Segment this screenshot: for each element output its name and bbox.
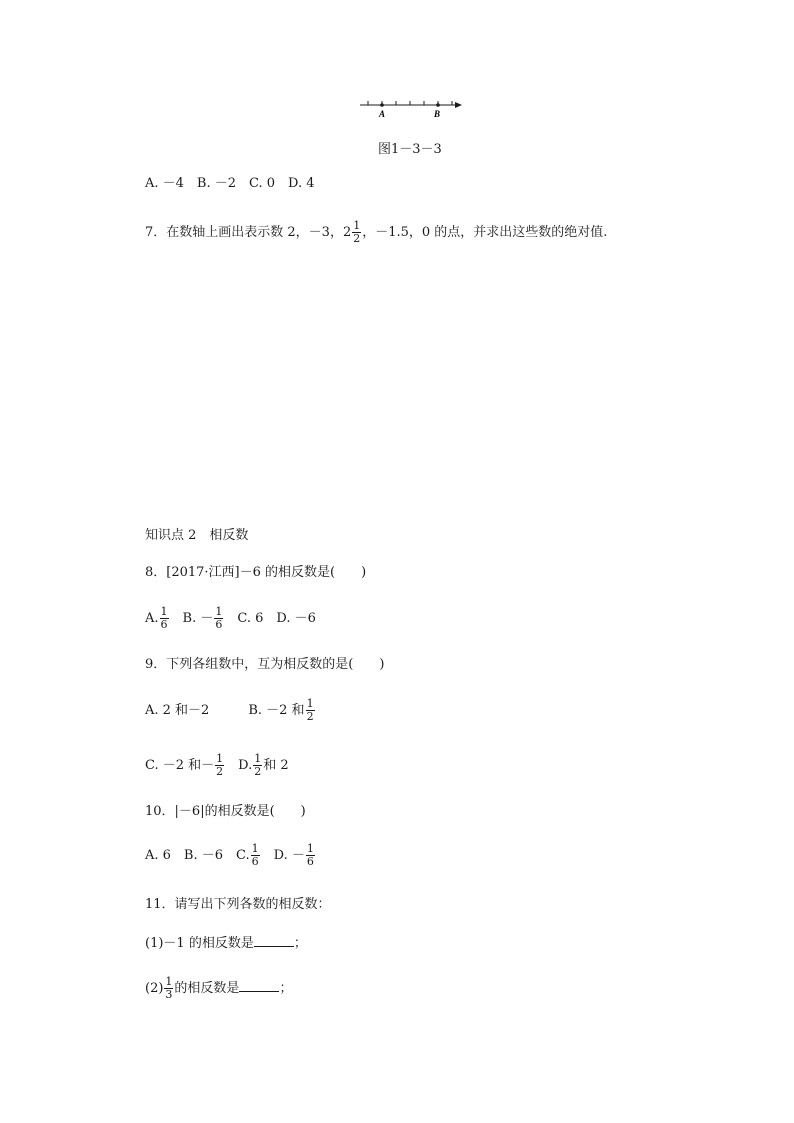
q8-b-fraction: $\frac{1}{6}$ <box>215 605 223 631</box>
point-b-label: B <box>434 109 441 119</box>
q6-options: A. －4 B. －2 C. 0 D. 4 <box>145 176 315 191</box>
section-heading: 知识点 2 相反数 <box>145 528 249 543</box>
answer-blank-1[interactable] <box>254 934 294 947</box>
q8-stem: 8．[2017·江西]－6 的相反数是( ) <box>145 565 367 580</box>
number-line-figure <box>358 96 468 126</box>
point-a-label: A <box>379 109 386 119</box>
q10-stem: 10．|－6|的相反数是( ) <box>145 804 306 819</box>
q10-d-fraction: $\frac{1}{6}$ <box>306 842 314 868</box>
q8-options: A. $\frac{1}{6}$ B. － $\frac{1}{6}$ C. 6 D. －6 <box>145 605 316 631</box>
q9-d-fraction: $\frac{1}{2}$ <box>254 752 262 778</box>
q10-options: A. 6 B. －6 C. $\frac{1}{6}$ D. － $\frac{1}{6}$ <box>145 842 314 868</box>
figure-caption: 图1－3－3 <box>378 142 442 157</box>
axis-arrow <box>455 102 462 108</box>
q9-c-fraction: $\frac{1}{2}$ <box>216 752 224 778</box>
q9-options-line1: A. 2 和－2 B. －2 和 $\frac{1}{2}$ <box>145 697 314 723</box>
q7-post: ，－1.5，0 的点，并求出这些数的绝对值. <box>362 225 608 240</box>
point-b-dot <box>436 103 440 107</box>
q7-pre: 7．在数轴上画出表示数 2，－3，2 <box>145 225 352 240</box>
point-a-dot <box>380 103 384 107</box>
number-line-svg <box>358 96 468 122</box>
answer-blank-2[interactable] <box>239 979 279 992</box>
q8-a-fraction: $\frac{1}{6}$ <box>160 605 168 631</box>
q11-part2: (2) $\frac{1}{3}$ 的相反数是 ； <box>145 975 293 1001</box>
q9-stem: 9．下列各组数中，互为相反数的是( ) <box>145 657 385 672</box>
q7-question <box>145 220 607 245</box>
q11-stem: 11．请写出下列各数的相反数： <box>145 897 331 912</box>
q11-fraction: $\frac{1}{3}$ <box>165 975 173 1001</box>
q9-options-line2: C. －2 和－ $\frac{1}{2}$ D. $\frac{1}{2}$ 和 2 <box>145 752 289 778</box>
q9-b-fraction: $\frac{1}{2}$ <box>306 697 314 723</box>
q7-fraction: $\frac{1}{2}$ <box>353 219 361 245</box>
q11-part1: (1)－1 的相反数是 ； <box>145 936 307 951</box>
q10-c-fraction: $\frac{1}{6}$ <box>251 842 259 868</box>
